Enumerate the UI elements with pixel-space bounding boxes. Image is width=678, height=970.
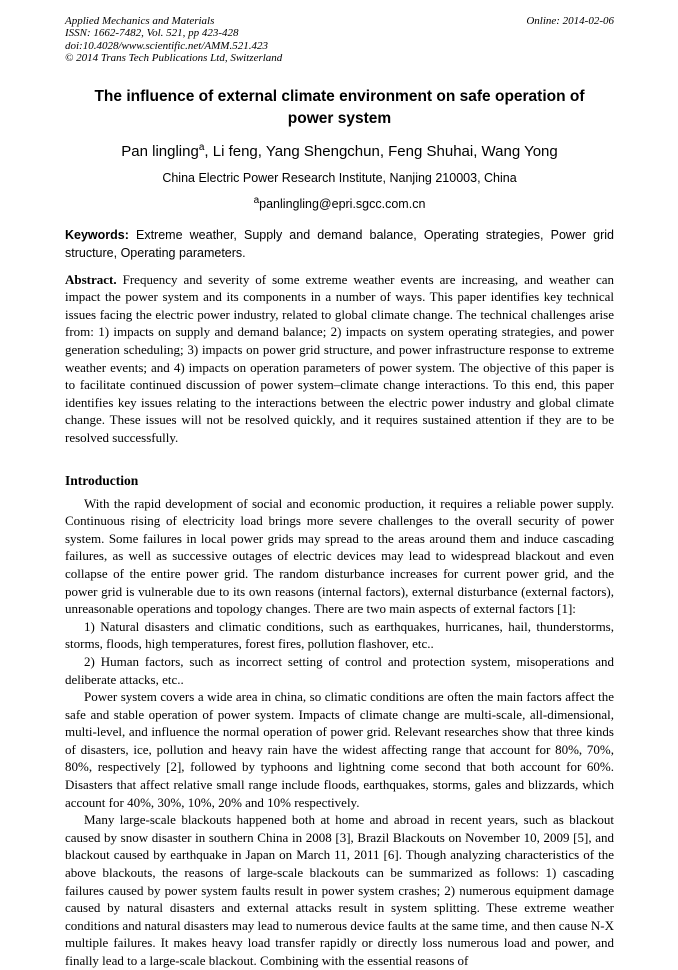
keywords-label: Keywords:	[65, 227, 129, 242]
intro-list-item-1: 1) Natural disasters and climatic conditions, such as earthquakes, hurricanes, hail, thunderstorms, storms, floods, high temperatures, forest fires, pollution flashover, etc..	[65, 618, 614, 652]
email-address: panlingling@epri.sgcc.com.cn	[259, 196, 426, 211]
keywords-text: Extreme weather, Supply and demand balance, Operating strategies, Power grid structure, Operating parameters.	[65, 227, 614, 260]
intro-paragraph: Power system covers a wide area in china, so climatic conditions are often the main factors affect the safe and stable operation of power system. Impacts of climate change are multi-scale, all-dimensional, multi-level, and influence the normal operation of power grid. Relevant researches show that three kinds of disasters, ice, pollution and heavy rain have the widest affecting range that account for 80%, 70%, 80%, respectively [2], followed by typhoons and lightning come second that both account for 60%. Disasters that affect relative small range include floods, earthquakes, storms, gales and blizzards, which account for 40%, 30%, 10%, 20% and 10% respectively.	[65, 689, 614, 810]
intro-paragraph: With the rapid development of social and economic production, it requires a reliable power supply. Continuous rising of electricity load brings more severe challenges to the overall security of power system. Some failures in local power grids may spread to the areas around them and induce cascading failures, as well as successive outages of electric devices may lead to widespread blackout and even collapse of the entire power grid. The random disturbance increases for current power grid, and the power grid is vulnerable due to its own reasons (internal factors), external disturbance (external factors), unreasonable operations and topology changes. There are two main aspects of external factors [1]:	[65, 495, 614, 617]
journal-header	[65, 15, 614, 65]
journal-info-block	[65, 15, 282, 65]
abstract-text: Frequency and severity of some extreme weather events are increasing, and weather can impact the power system and its components in a number of ways. This paper identifies key technical issues facing the electric power industry, related to global climate change. The technical challenges arise from: 1) impacts on supply and demand balance; 2) impacts on system operating strategies, and power generation scheduling; 3) impacts on power grid structure, and power infrastructure response to extreme weather events; and 4) impacts on operation parameters of power system. The objective of this paper is to facilitate continued discussion of power system–climate change interactions. To this end, this paper identifies key issues relating to the interactions between the electric power industry and global climate change. These issues will not be resolved quickly, and it requires sustained attention if they are to be resolved successfully.	[65, 271, 614, 445]
email-line	[65, 194, 614, 211]
paper-title: The influence of external climate environment on safe operation of power system	[94, 87, 585, 127]
intro-list-item-2: 2) Human factors, such as incorrect setting of control and protection system, misoperations and deliberate attacks, etc..	[65, 653, 614, 687]
authors-rest: , Li feng, Yang Shengchun, Feng Shuhai, Wang Yong	[204, 142, 558, 160]
author-first: Pan lingling	[121, 142, 199, 160]
journal-copyright-line: © 2014 Trans Tech Publications Ltd, Switzerland	[65, 52, 283, 65]
journal-name: Applied Mechanics and Materials	[65, 15, 215, 27]
authors-line	[65, 142, 614, 161]
affiliation-line: China Electric Power Research Institute, Nanjing 210003, China	[162, 170, 517, 185]
abstract-label: Abstract.	[65, 271, 117, 287]
section-heading-introduction: Introduction	[65, 472, 139, 488]
email-affiliation-mark: a	[253, 194, 260, 206]
keywords-block	[65, 226, 614, 262]
author-affiliation-mark: a	[198, 141, 205, 153]
intro-paragraph: Many large-scale blackouts happened both at home and abroad in recent years, such as blackout caused by snow disaster in southern China in 2008 [3], Brazil Blackouts on November 10, 2009 [5], and blackout caused by earthquake in Japan on March 11, 2011 [6]. Though analyzing characteristics of the above blackouts, the reasons of large-scale blackouts can be summarized as follows: 1) cascading failures caused by power system faults result in power system crashes; 2) numerous equipment damage caused by natural disasters and external attacks result in system splitting. These extreme weather conditions and natural disasters may lead to numerous device faults at the same time, and then cause N-X multiple failures. It makes heavy load transfer rapidly or directly loss numerous load and power, and finally lead to a large-scale blackout. Combining with the essential reasons of	[65, 812, 614, 968]
abstract-block	[65, 271, 614, 447]
journal-doi-line: doi:10.4028/www.scientific.net/AMM.521.423	[65, 39, 268, 52]
online-date: Online: 2014-02-06	[526, 15, 614, 27]
journal-issn-line: ISSN: 1662-7482, Vol. 521, pp 423-428	[65, 27, 239, 40]
